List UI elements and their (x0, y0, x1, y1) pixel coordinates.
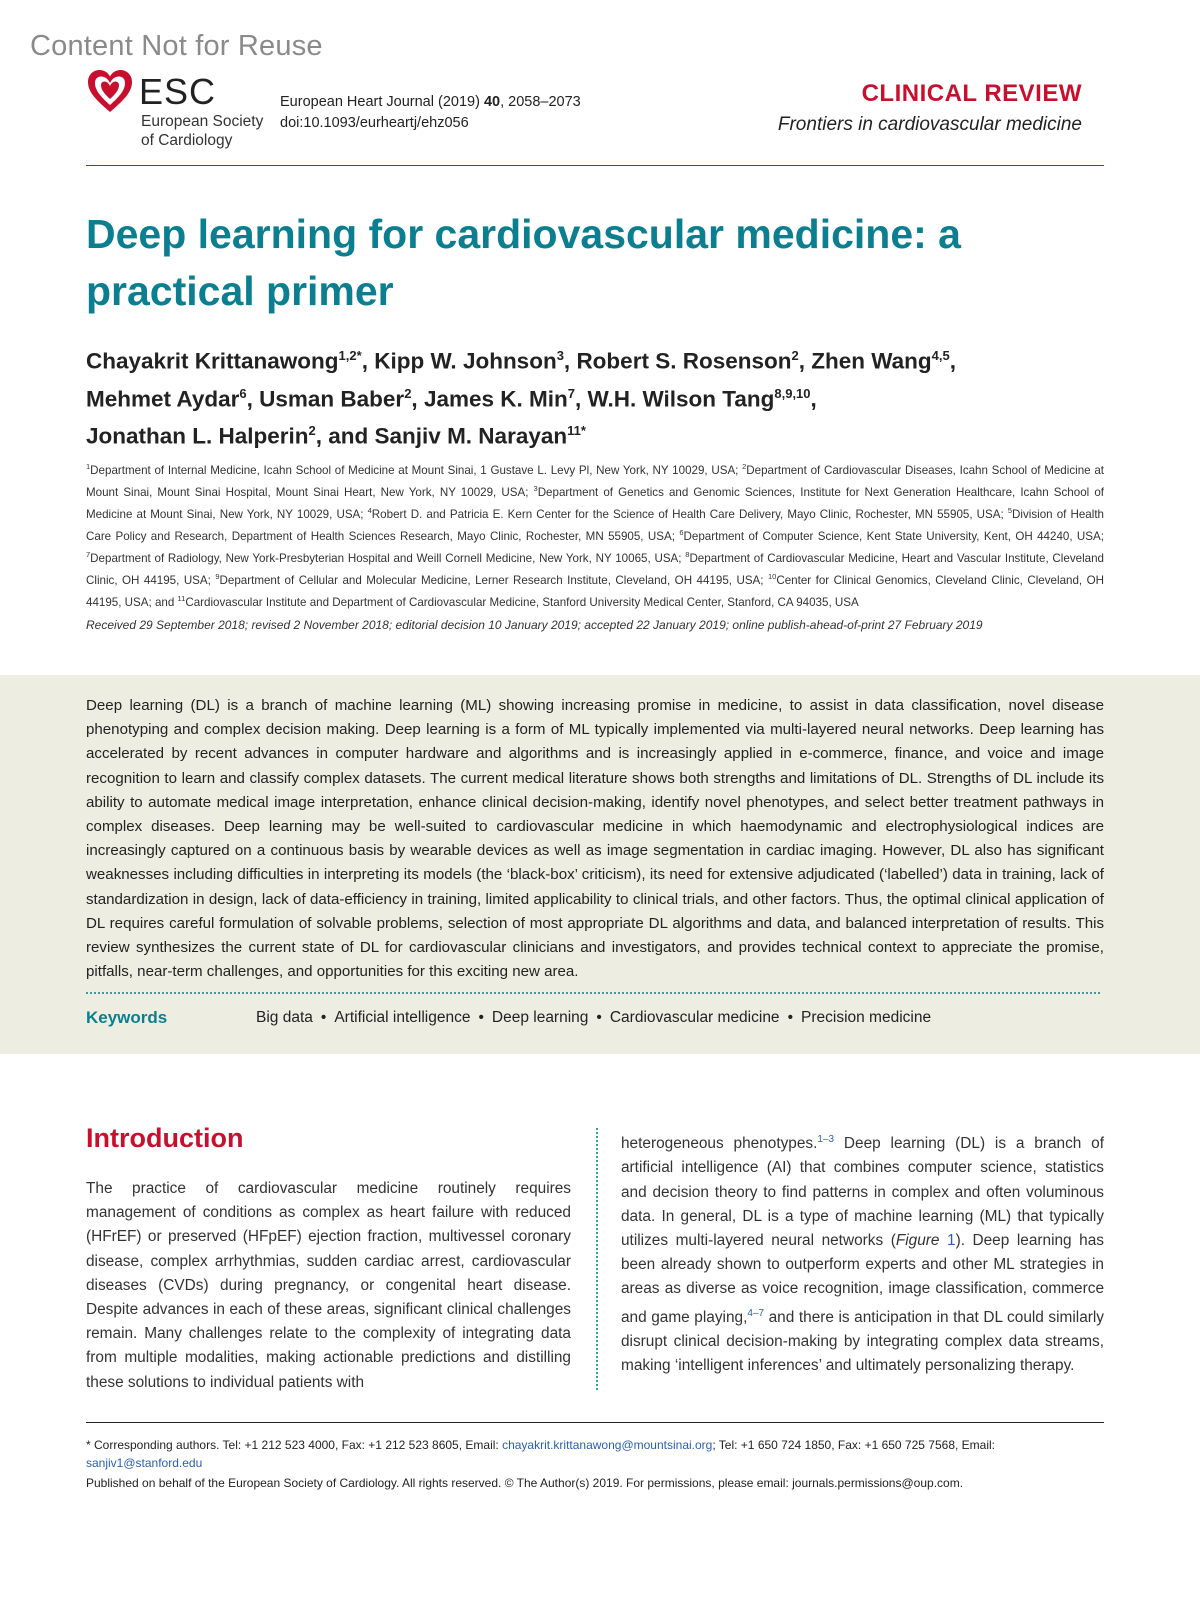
figure-word: Figure (895, 1231, 947, 1249)
article-title: Deep learning for cardiovascular medicine: a practical primer (86, 211, 961, 314)
subsection-label: Frontiers in cardiovascular medicine (777, 114, 1082, 135)
author-name: Kipp W. Johnson (374, 348, 557, 374)
keyword-separator: • (596, 1009, 602, 1026)
footnote-prefix: * Corresponding authors. Tel: +1 212 523 4000, Fax: +1 212 523 8605, Email: (86, 1438, 503, 1452)
introduction-heading: Introduction (86, 1123, 244, 1153)
journal-citation (280, 92, 581, 134)
keywords-label: Keywords (86, 1008, 168, 1027)
keyword: Big data (256, 1009, 313, 1026)
journal-doi: doi:10.1093/eurheartj/ehz056 (280, 115, 469, 131)
affiliations (86, 458, 1104, 612)
citation-ref[interactable]: 4–7 (747, 1307, 765, 1319)
header-divider (86, 165, 1104, 166)
author-affiliation-ref: 2 (308, 423, 316, 438)
affiliation-text: Department of Cellular and Molecular Medicine, Lerner Research Institute, Cleveland, OH 44195, USA; (219, 573, 768, 587)
footnote-mid: ; Tel: +1 650 724 1850, Fax: +1 650 725 7568, Email: (712, 1438, 995, 1452)
keyword-separator: • (478, 1009, 484, 1026)
keyword-separator: • (787, 1009, 793, 1026)
author-separator: , (798, 348, 812, 374)
affiliation-number: 10 (767, 571, 777, 581)
affiliation-number: 8 (685, 549, 690, 559)
journal-name-line (280, 92, 581, 113)
heart-icon (86, 68, 134, 114)
affiliation-text: Cardiovascular Institute and Department of Cardiovascular Medicine, Stanford University Medical Center, Stanford, CA 94035, USA (185, 595, 859, 609)
author-name: W.H. Wilson Tang (587, 386, 775, 411)
author-affiliation-ref: 6 (239, 385, 247, 401)
received-dates: Received 29 September 2018; revised 2 November 2018; editorial decision 10 January 2019; accepted 22 January 2019; online publish-ahead-of-print 27 February 2019 (86, 618, 983, 632)
affiliation-text: Division of Health Care Policy and Research, Department of Health Sciences Research, Mayo Clinic, Rochester, MN 55905, USA; (86, 507, 1104, 543)
affiliation-number: 7 (86, 549, 91, 559)
logo-subtitle (141, 112, 281, 150)
intro-right-text-1: heterogeneous phenotypes. (621, 1135, 818, 1153)
author-name: James K. Min (423, 386, 568, 411)
author-separator: , (246, 386, 260, 411)
author-affiliation-ref: 1,2* (338, 348, 362, 363)
author-separator: , (810, 386, 817, 411)
author-name: Chayakrit Krittanawong (86, 348, 339, 374)
author-separator: , (411, 386, 424, 411)
author-affiliation-ref: 4,5 (931, 348, 950, 363)
author-separator: , (563, 348, 577, 374)
keyword: Deep learning (491, 1009, 589, 1026)
affiliation-text: Center for Clinical Genomics, Cleveland Clinic, Cleveland, OH 44195, USA; and (86, 573, 1104, 609)
affiliation-number: 11 (177, 593, 186, 603)
affiliation-text: Department of Cardiovascular Diseases, Icahn School of Medicine at Mount Sinai, Mount Sinai Hospital, Mount Sinai Heart, New York, NY 10029, USA; (86, 463, 1104, 499)
author-name: Mehmet Aydar (86, 386, 240, 411)
author-list (86, 340, 1116, 453)
keyword: Artificial intelligence (334, 1009, 471, 1026)
author-name: Robert S. Rosenson (576, 348, 792, 374)
author-affiliation-ref: 8,9,10 (774, 385, 811, 401)
author-separator: , (361, 348, 375, 374)
intro-right-text-3: ). Deep learning has been already shown to outperform experts and other ML strategies in areas as diverse as voice recognition, image classification, commerce and game playing, (621, 1231, 1104, 1326)
affiliation-text: Department of Computer Science, Kent State University, Kent, OH 44240, USA; (683, 529, 1104, 543)
keyword: Cardiovascular medicine (609, 1009, 780, 1026)
author-separator: , and (315, 423, 375, 449)
intro-right-column (621, 1128, 1104, 1378)
abstract-divider (86, 992, 1100, 994)
affiliation-text: Robert D. and Patricia E. Kern Center for the Science of Health Care Delivery, Mayo Clinic, Rochester, MN 55905, USA; (371, 507, 1008, 521)
section-label: CLINICAL REVIEW (861, 80, 1082, 107)
affiliation-text: Department of Radiology, New York-Presbyterian Hospital and Weill Cornell Medicine, New York, NY 10065, USA; (90, 551, 686, 565)
author-name: Sanjiv M. Narayan (374, 423, 568, 449)
author-affiliation-ref: 7 (567, 385, 575, 401)
author-affiliation-ref: 2 (404, 385, 412, 401)
keywords-list (256, 1009, 931, 1027)
copyright-statement: Published on behalf of the European Society of Cardiology. All rights reserved. © The Author(s) 2019. For permissions, please email: journals.permissions@oup.com. (86, 1476, 964, 1490)
author-name: Jonathan L. Halperin (86, 423, 309, 449)
author-affiliation-ref: 2 (791, 348, 799, 363)
affiliation-text: Department of Cardiovascular Medicine, Heart and Vascular Institute, Cleveland Clinic, OH 44195, USA; (86, 551, 1104, 587)
intro-left-column: The practice of cardiovascular medicine routinely requires management of conditions as complex as heart failure with reduced (HFrEF) or preserved (HFpEF) ejection fraction, multivessel coronary disease, complex arrhythmias, sudden cardiac arrest, cardiovascular diseases (CVDs) during pregnancy, or congenital heart disease. Despite advances in each of these areas, significant clinical challenges remain. Many challenges relate to the complexity of integrating data from multiple modalities, making actionable predictions and distilling these solutions to individual patients with (86, 1180, 571, 1391)
watermark-text: Content Not for Reuse (30, 30, 323, 62)
esc-logo (86, 68, 276, 148)
affiliation-number: 9 (215, 571, 220, 581)
logo-subtitle-line1: European Society (141, 113, 264, 130)
affiliation-number: 5 (1007, 505, 1013, 515)
journal-volume: 40 (483, 94, 501, 110)
author-affiliation-ref: 3 (556, 348, 564, 363)
author-separator: , (949, 348, 956, 374)
affiliation-text: Department of Genetics and Genomic Sciences, Institute for Next Generation Healthcare, Icahn School of Medicine at Mount Sinai, New York, NY 10029, USA; (86, 485, 1104, 521)
affiliation-number: 1 (86, 462, 91, 471)
author-affiliation-ref: 11* (567, 423, 586, 438)
affiliation-number: 4 (367, 505, 372, 515)
logo-subtitle-line2: of Cardiology (141, 132, 233, 149)
citation-ref[interactable]: 1–3 (817, 1134, 835, 1145)
author-separator: , (574, 386, 588, 411)
affiliation-text: Department of Internal Medicine, Icahn School of Medicine at Mount Sinai, 1 Gustave L. Levy Pl, New York, NY 10029, USA; (90, 463, 743, 477)
keyword: Precision medicine (801, 1009, 932, 1026)
email-link-1[interactable]: chayakrit.krittanawong@mountsinai.org (502, 1438, 713, 1452)
author-name: Usman Baber (259, 386, 405, 411)
affiliation-number: 3 (533, 483, 538, 493)
corresponding-authors-footnote (86, 1436, 1104, 1472)
affiliation-number: 6 (679, 527, 684, 537)
footnote-divider (86, 1422, 1104, 1423)
intro-right-text-2: Deep learning (DL) is a branch of artificial intelligence (AI) that combines computer science, statistics and decision theory to find patterns in complex and often voluminous data. In general, DL is a type of machine learning (ML) that typically utilizes multi-layered neural networks ( (621, 1135, 1104, 1249)
figure-1-link[interactable]: 1 (947, 1231, 956, 1249)
intro-right-text-4: and there is anticipation in that DL could similarly disrupt clinical decision-making by integrating complex data streams, making ‘intelligent inferences’ and ultimately personalizing therapy. (621, 1308, 1104, 1375)
journal-name: European Heart Journal (2019) (280, 94, 484, 110)
affiliation-number: 2 (742, 462, 747, 471)
email-link-2[interactable]: sanjiv1@stanford.edu (86, 1456, 203, 1470)
abstract-text: Deep learning (DL) is a branch of machine learning (ML) showing increasing promise in medicine, to assist in data classification, novel disease phenotyping and complex decision making. Deep learning is a form of ML typically implemented via multi-layered neural networks. Deep learning has accelerated by recent advances in computer hardware and algorithms and is increasingly applied in e-commerce, finance, and voice and image recognition to learn and classify complex datasets. The current medical literature shows both strengths and limitations of DL. Strengths of DL include its ability to automate medical image interpretation, enhance clinical decision-making, identify novel phenotypes, and select better treatment pathways in complex diseases. Deep learning may be well-suited to cardiovascular medicine in which haemodynamic and electrophysiological indices are increasingly captured on a continuous basis by wearable devices as well as image segmentation in cardiac imaging. However, DL also has significant weaknesses including difficulties in interpreting its models (the ‘black-box’ criticism), its need for extensive adjudicated (‘labelled’) data in training, lack of standardization in design, lack of data-efficiency in training, limited applicability to clinical trials, and other factors. Thus, the optimal clinical application of DL requires careful formulation of solvable problems, selection of most appropriate DL algorithms and data, and balanced interpretation of results. This review synthesizes the current state of DL for cardiovascular clinicians and investigators, and provides technical context to appreciate the promise, pitfalls, near-term challenges, and opportunities for this exciting new area. (86, 697, 1104, 981)
author-name: Zhen Wang (811, 348, 932, 374)
column-divider (596, 1128, 598, 1390)
logo-wordmark: ESC (139, 71, 217, 112)
keyword-separator: • (320, 1009, 327, 1026)
journal-pages: , 2058–2073 (500, 94, 581, 110)
